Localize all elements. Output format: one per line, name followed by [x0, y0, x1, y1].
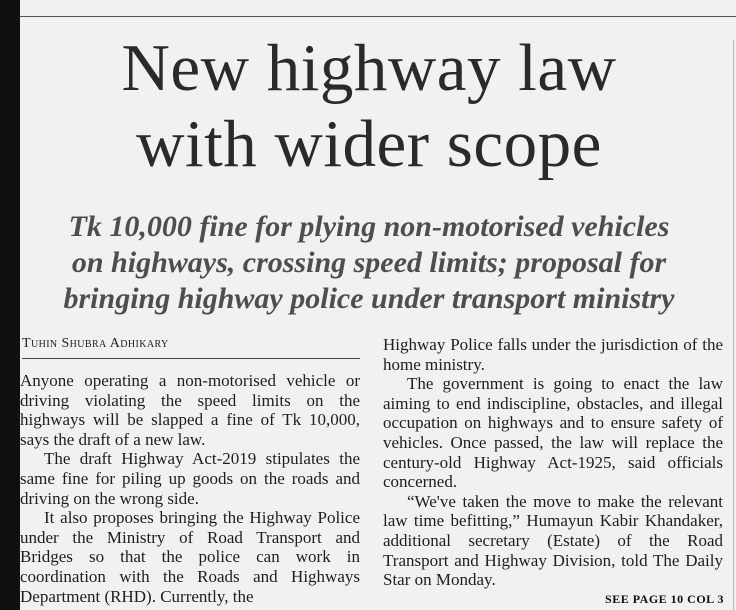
byline-name: Tuhin Shubra Adhikary	[22, 336, 169, 351]
top-rule	[20, 16, 736, 17]
paragraph: The government is going to enact the law aiming to end indiscipline, obstacles, and illegal occupation on highways and to ensure safety of vehicles. Once passed, the law will replace the century-old Highway Act-1925, said officials concerned.	[383, 374, 723, 492]
byline-rule	[22, 358, 360, 359]
subheadline-line-3: bringing highway police under transport ministry	[63, 282, 675, 315]
paragraph: “We've taken the move to make the relevant law time befitting,” Humayun Kabir Khandaker, additional secretary (Estate) of the Road Transport and Highway Division, told The Daily Star on Monday.	[383, 491, 723, 590]
column-divider	[733, 40, 734, 610]
article-column-2	[383, 335, 723, 590]
left-edge-bar	[0, 0, 20, 610]
paragraph: It also proposes bringing the Highway Police under the Ministry of Road Transport and Bridges so that the police can work in coordination with the Roads and Highways Department (RHD). Currently, the	[20, 508, 360, 606]
continuation-jump-line: SEE PAGE 10 COL 3	[605, 592, 724, 606]
paragraph: The draft Highway Act-2019 stipulates the same fine for piling up goods on the roads and driving on the wrong side.	[20, 449, 360, 508]
subheadline-line-2: on highways, crossing speed limits; proposal for	[71, 246, 667, 279]
paragraph: Highway Police falls under the jurisdiction of the home ministry.	[383, 335, 723, 374]
subheadline	[22, 209, 716, 317]
subheadline-line-1: Tk 10,000 fine for plying non-motorised vehicles	[68, 210, 670, 243]
headline-line-2: with wider scope	[136, 107, 602, 181]
headline-line-1: New highway law	[121, 31, 617, 105]
headline	[22, 30, 716, 182]
byline	[22, 336, 360, 352]
paragraph: Anyone operating a non-motorised vehicle or driving violating the speed limits on the highways will be slapped a fine of Tk 10,000, says the draft of a new law.	[20, 371, 360, 449]
article-column-1	[20, 371, 360, 606]
